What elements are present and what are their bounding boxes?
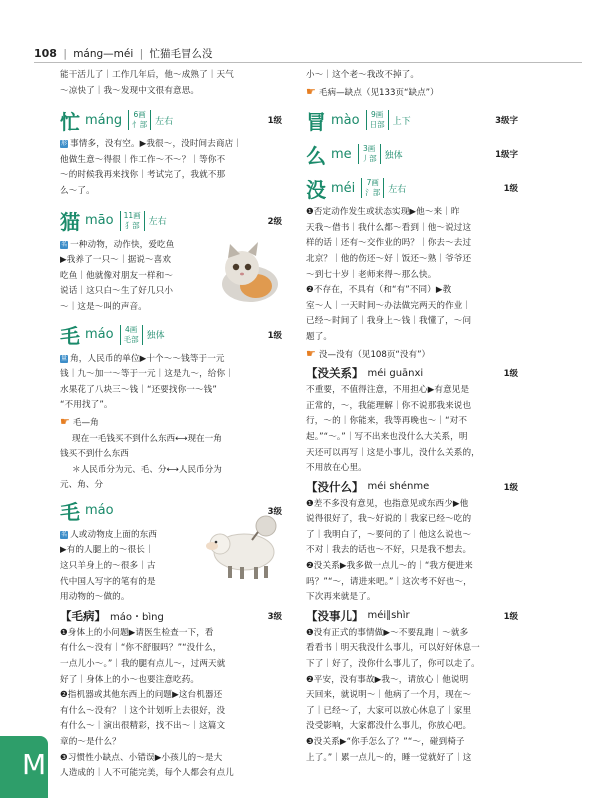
entry-head-mao-risk: 冒 mào 9画 日部 上下 3级字 — [306, 109, 518, 134]
stroke-box: 7画 氵部 — [361, 178, 384, 198]
entry-head-meishir: 【没事儿】 méi∥shìr 1级 — [306, 608, 518, 623]
section-tab-m — [0, 736, 48, 798]
stroke-box: 3画 丿部 — [358, 144, 381, 164]
definition-mao-2: 名 人或动物皮上面的东西 ▶有的人腿上的～很长｜ 这只羊身上的～很多｜古 代中国人写字的笔有的是 用动物的～做的。 — [60, 529, 158, 603]
tab-letter: M — [22, 748, 47, 781]
pos-badge: 名 — [61, 240, 68, 248]
header-chars: 忙猫毛冒么没 — [149, 48, 213, 60]
sheep-illustration — [196, 512, 292, 584]
entry-head-mang: 忙 máng 6画 忄部 左右 1级 — [60, 109, 282, 134]
definition-mao-cat: 名 一种动物，动作快，爱吃鱼 ▶我养了一只～｜据说～喜欢 吃鱼｜他就像对朋友一样和～ 说话｜这只白～生了好几只小 ～｜这是～叫的声音。 — [60, 239, 175, 312]
stroke-box: 6画 忄部 — [128, 110, 151, 130]
entry-head-mei: 没 méi 7画 氵部 左右 1级 — [306, 177, 518, 202]
entry-head-meishenme: 【没什么】 méi shénme 1级 — [306, 479, 518, 494]
usage-note: ☛ 毛—角 现在一毛钱买不到什么东西⟷现在一角 钱买不到什么东西 ＊人民币分为元、毛、分⟷人民币分为 元、角、分 — [60, 414, 222, 491]
entry-head-meiguanxi: 【没关系】 méi guānxi 1级 — [306, 366, 518, 381]
definition-mang: 形 事情多，没有空。▶我很～，没时间去商店｜ 他做生意～得很｜作工作～不～？｜等你不 ～的时候我再来找你｜考试完了，我就不那 么～了。 — [60, 139, 243, 196]
pos-badge: 量 — [61, 354, 68, 362]
entry-head-me: 么 me 3画 丿部 独体 1级字 — [306, 143, 518, 168]
definition-mao-hair: 量 角，人民币的单位▶十个～～钱等于一元 钱｜九～加一～等于一元｜这是九～，给你｜ 水果花了八块三～钱｜“还要找你一～钱” “不用找了”。 — [60, 353, 234, 411]
pointing-hand-icon: ☛ — [306, 346, 316, 360]
left-column — [60, 68, 282, 782]
definition-meishenme: ❶差不多没有意见，也指意见或东西少▶他 说得很好了，我～好说的｜我家已经～吃的 了｜我明白了，～要问的了｜他这么说也～ 不对｜我去的话也～不好，只是我不想去。 ❷没关系▶我多做一点儿～的｜“我方便进来 吗？”“～，请进来吧。”｜这次考不好也～， 下次再来就是了。 — [306, 498, 473, 603]
header-rule — [34, 62, 582, 63]
cat-illustration — [212, 236, 284, 308]
usage-note: ☛ 没—没有（见108页“没有”） — [306, 346, 431, 360]
stroke-box: 11画 犭部 — [120, 211, 145, 231]
right-column: 小～｜这个老～我改不掉了。 ☛ 毛病—缺点（见133页“缺点”） 冒 mào 9画 日部 上下 3级字 么 me 3画 丿部 独体 1级字 没 méi 7画 氵部 左右 1级 ❶否定动作发生或状态实现▶他～来｜昨 天我～借书｜我什么都～看到｜他～说过这 样的话｜还有～交作业的吗？｜你去～去过 北京？｜他的伤还～好｜饭还～熟｜爷爷还 ～到七十岁｜老师来得～那么快。 ❷不存在，不具有（和“有”不同）▶教 室～人｜一天时间～办法做完两天的作业｜ 已经～时间了｜我身上～钱｜我懂了，～问 题了。 ☛ 没—没有（见108页“没有”） 【没关系】 méi guānxi 1级 不重要，不值得注意，不用担心▶有意见是 正常的，～，我能理解｜你不说那我来说也 行，～的｜你能来，我等再晚也～｜“对不 起。”“～。”｜写不出来也没什么大关系，明 天还可以再写｜这是小事儿，没什么关系的， 不用放在心里。 【没什么】 méi shénme 1级 ❶差不多没有意见，也指意见或东西少▶他 说得很好了，我～好说的｜我家已经～吃的 了｜我明白了，～要问的了｜他这么说也～ 不对｜我去的话也～不好，只是我不想去。 ❷没关系▶我多做一点儿～的｜“我方便进来 吗？”“～，请进来吧。”｜这次考不好也～， 下次再来就是了。 【没事儿】 méi∥shìr 1级 ❶没有正式的事情做▶～不要乱跑｜～就多 看看书｜明天我没什么事儿，可以好好休息一 下了｜好了，没你什么事儿了，你可以走了。 ❷平安，没有事故▶我～，请放心｜他说明 天回来，就说明～｜他病了一个月，现在～ 了｜已经～了，大家可以放心休息了｜家里 没受影响，大家都没什么事儿，你放心吧。 ❸没关系▶“你手怎么了？”“～，碰到椅子 上了。”｜累一点儿～的，睡一觉就好了｜这 — [306, 68, 518, 766]
definition-meiguanxi: 不重要，不值得注意，不用担心▶有意见是 正常的，～，我能理解｜你不说那我来说也 行，～的｜你能来，我等再晚也～｜“对不 起。”“～。”｜写不出来也没什么大关系，明 天还可以再写｜这是小事儿，没什么关系的， 不用放在心里。 — [306, 385, 480, 474]
definition-maobing: ❶身体上的小问题▶请医生检查一下，看 有什么～没有｜“你不舒服吗？”“没什么， 一点儿小～。”｜我的腿有点儿～，过两天就 好了｜身体上的小～也要注意吃药。 ❷指机器或其他东西上的问题▶这台机器还 有什么～没有？｜这个计划听上去很好，没 有什么～｜演出很精彩，找不出～｜这篇文 章的～是什么？ ❸习惯性小缺点、小错误▶小孩儿的～是大 人造成的｜人不可能完美，每个人都会有点儿 — [60, 627, 234, 779]
definition-meishir: ❶没有正式的事情做▶～不要乱跑｜～就多 看看书｜明天我没什么事儿，可以好好休息一 下了｜好了，没你什么事儿了，你可以走了。 ❷平安，没有事故▶我～，请放心｜他说明 天回来，就说明～｜他病了一个月，现在～ 了｜已经～了，大家可以放心休息了｜家里 没受影响，大家都没什么事儿，你放心吧。 ❸没关系▶“你手怎么了？”“～，碰到椅子 上了。”｜累一点儿～的，睡一觉就好了｜这 — [306, 627, 480, 763]
entry-head-mao-hair: 毛 máo 4画 毛部 独体 1级 — [60, 324, 282, 349]
entry-head-mao-cat: 猫 māo 11画 犭部 左右 2级 — [60, 210, 282, 235]
pos-badge: 名 — [61, 530, 68, 538]
stroke-box: 9画 日部 — [366, 110, 389, 130]
pointing-hand-icon: ☛ — [60, 414, 70, 428]
usage-note: ☛ 毛病—缺点（见133页“缺点”） — [306, 84, 439, 98]
entry-head-mao-2: 毛 máo 3级 — [60, 500, 282, 525]
running-header: 108 | máng—méi | 忙猫毛冒么没 — [34, 47, 213, 60]
pos-badge: 形 — [61, 140, 68, 148]
continued-text: 能干活儿了｜工作几年后，他～成熟了｜天气 ～凉快了｜我～发现中文很有意思。 — [60, 70, 234, 96]
pointing-hand-icon: ☛ — [306, 84, 316, 98]
definition-mei: ❶否定动作发生或状态实现▶他～来｜昨 天我～借书｜我什么都～看到｜他～说过这 样的话｜还有～交作业的吗？｜你去～去过 北京？｜他的伤还～好｜饭还～熟｜爷爷还 ～到七十岁｜老师来得～那么快。 ❷不存在，不具有（和“有”不同）▶教 室～人｜一天时间～办法做完两天的作业｜ 已经～时间了｜我身上～钱｜我懂了，～问 题了。 — [306, 207, 472, 342]
entry-head-maobing: 【毛病】 máo・bìng 3级 — [60, 608, 282, 624]
page-number: 108 — [34, 47, 57, 60]
pinyin-range: máng—méi — [73, 48, 134, 60]
stroke-box: 4画 毛部 — [120, 325, 143, 345]
